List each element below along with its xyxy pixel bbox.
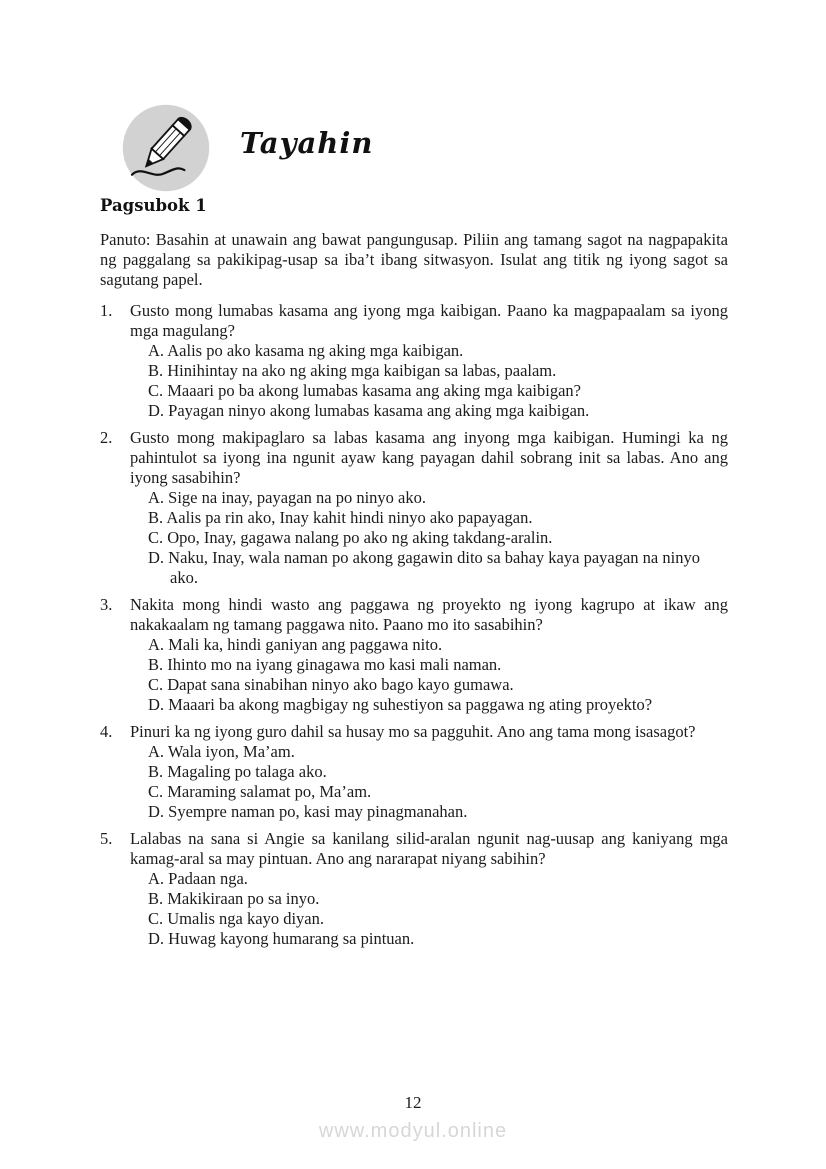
- question-item: [100, 428, 728, 588]
- question-text: Pinuri ka ng iyong guro dahil sa husay mo sa pagguhit. Ano ang tama mong isasagot?: [130, 722, 696, 741]
- answer-choice: D. Syempre naman po, kasi may pinagmanahan.: [148, 802, 468, 821]
- question-text: Gusto mong makipaglaro sa labas kasama ang inyong mga kaibigan. Humingi ka ng pahintulot sa iyong ina ngunit ayaw kang payagan dahil sobrang init sa labas. Ano ang iyong sasabihin?: [130, 428, 728, 487]
- question-body: [130, 428, 728, 588]
- answer-choice: B. Hinihintay na ako ng aking mga kaibigan sa labas, paalam.: [148, 361, 557, 380]
- question-item: [100, 301, 728, 421]
- choice-list: [148, 488, 728, 588]
- question-number: 3.: [100, 595, 113, 614]
- choice-list: [148, 869, 728, 949]
- answer-choice: C. Opo, Inay, gagawa nalang po ako ng aking takdang-aralin.: [148, 528, 553, 547]
- question-text: Nakita mong hindi wasto ang paggawa ng proyekto ng iyong kagrupo at ikaw ang nakakaalam ng tamang paggawa nito. Paano mo ito sasabihin?: [130, 595, 728, 634]
- question-body: [130, 722, 728, 822]
- answer-choice: D. Payagan ninyo akong lumabas kasama ang aking mga kaibigan.: [148, 401, 590, 420]
- answer-choice: C. Maaari po ba akong lumabas kasama ang aking mga kaibigan?: [148, 381, 581, 400]
- answer-choice: D. Naku, Inay, wala naman po akong gagawin dito sa bahay kaya payagan na ninyo ako.: [148, 548, 700, 587]
- answer-choice: A. Aalis po ako kasama ng aking mga kaibigan.: [148, 341, 464, 360]
- question-number: 4.: [100, 722, 113, 741]
- choice-list: [148, 341, 728, 421]
- answer-choice: B. Makikiraan po sa inyo.: [148, 889, 320, 908]
- question-number: 1.: [100, 301, 113, 320]
- question-list: [100, 301, 728, 949]
- watermark: www.modyul.online: [318, 1120, 508, 1142]
- question-text: Lalabas na sana si Angie sa kanilang silid-aralan ngunit nag-uusap ang kaniyang mga kamag-aral sa may pintuan. Ano ang nararapat niyang sabihin?: [130, 829, 728, 868]
- answer-choice: A. Wala iyon, Ma’am.: [148, 742, 295, 761]
- answer-choice: D. Huwag kayong humarang sa pintuan.: [148, 929, 415, 948]
- page-number: 12: [404, 1093, 422, 1112]
- question-text: Gusto mong lumabas kasama ang iyong mga kaibigan. Paano ka magpapaalam sa iyong mga magulang?: [130, 301, 728, 340]
- answer-choice: C. Umalis nga kayo diyan.: [148, 909, 324, 928]
- section-title: Pagsubok 1: [100, 196, 207, 215]
- page-title: Tayahin: [240, 126, 374, 160]
- choice-list: [148, 742, 728, 822]
- instructions-paragraph: Panuto: Basahin at unawain ang bawat pangungusap. Piliin ang tamang sagot na nagpapakita ng paggalang sa pakikipag-usap sa iba’t ibang sitwasyon. Isulat ang titik ng iyong sagot sa sagutang papel.: [100, 230, 728, 289]
- answer-choice: D. Maaari ba akong magbigay ng suhestiyon sa paggawa ng ating proyekto?: [148, 695, 653, 714]
- question-item: [100, 722, 728, 822]
- answer-choice: A. Mali ka, hindi ganiyan ang paggawa nito.: [148, 635, 443, 654]
- question-item: [100, 829, 728, 949]
- pencil-icon: [120, 102, 212, 194]
- answer-choice: C. Dapat sana sinabihan ninyo ako bago kayo gumawa.: [148, 675, 514, 694]
- question-number: 2.: [100, 428, 113, 447]
- answer-choice: B. Ihinto mo na iyang ginagawa mo kasi mali naman.: [148, 655, 502, 674]
- question-body: [130, 595, 728, 715]
- assessment-header: [120, 102, 728, 194]
- question-body: [130, 301, 728, 421]
- answer-choice: B. Aalis pa rin ako, Inay kahit hindi ninyo ako papayagan.: [148, 508, 533, 527]
- question-number: 5.: [100, 829, 113, 848]
- choice-list: [148, 635, 728, 715]
- question-body: [130, 829, 728, 949]
- question-item: [100, 595, 728, 715]
- answer-choice: B. Magaling po talaga ako.: [148, 762, 327, 781]
- answer-choice: A. Sige na inay, payagan na po ninyo ako.: [148, 488, 426, 507]
- answer-choice: C. Maraming salamat po, Ma’am.: [148, 782, 372, 801]
- answer-choice: A. Padaan nga.: [148, 869, 248, 888]
